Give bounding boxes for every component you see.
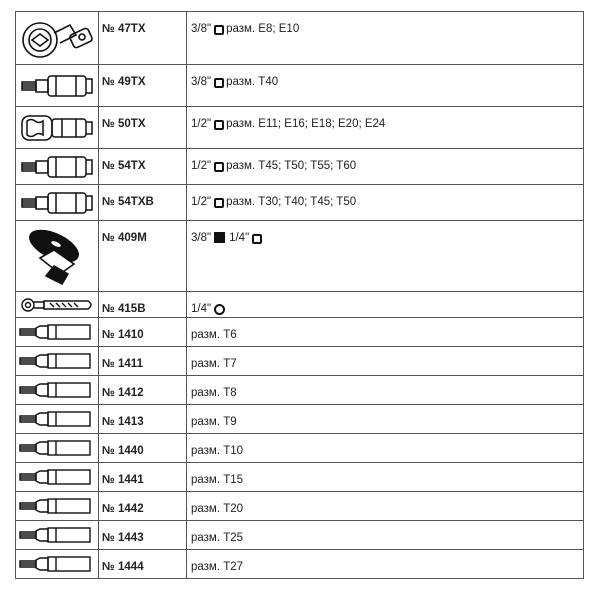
drive-size: 1/4" (191, 303, 212, 315)
size-range: разм. T9 (191, 416, 237, 428)
size-range: разм. E8; E10 (226, 23, 300, 35)
specification-cell (187, 107, 584, 149)
article-number: № 47TX (102, 23, 146, 35)
size-range: разм. T8 (191, 387, 237, 399)
specification (191, 376, 583, 400)
table-row (16, 492, 584, 521)
specification (191, 185, 583, 209)
specification (191, 405, 583, 429)
size-range: разм. T45; T50; T55; T60 (226, 160, 357, 172)
table-row (16, 347, 584, 376)
ratchet-icon (16, 292, 98, 317)
tool-image-cell (16, 492, 99, 521)
size-range: разм. T40 (226, 76, 279, 88)
tool-image-cell (16, 405, 99, 434)
size-range: разм. T10 (191, 445, 244, 457)
article-number-cell (99, 107, 187, 149)
size-range: разм. T20 (191, 503, 244, 515)
article-number-cell (99, 405, 187, 434)
specification (191, 550, 583, 574)
specification-cell (187, 347, 584, 376)
round-drive-icon (214, 304, 225, 315)
article-number: № 409M (102, 232, 147, 244)
torx-bit-icon (16, 347, 98, 375)
article-number: № 1413 (102, 416, 144, 428)
article-number-cell (99, 221, 187, 292)
square-drive-icon (214, 25, 224, 35)
tool-image-cell (16, 12, 99, 65)
article-number-cell (99, 434, 187, 463)
tool-image-cell (16, 318, 99, 347)
article-number: № 1443 (102, 532, 144, 544)
article-number: № 50TX (102, 118, 146, 130)
torx-bit-socket-icon (16, 149, 98, 184)
torx-bit-icon (16, 405, 98, 433)
specification (191, 434, 583, 458)
article-number-cell (99, 347, 187, 376)
torx-bit-icon (16, 492, 98, 520)
table-row (16, 221, 584, 292)
specification (191, 318, 583, 342)
external-torx-socket-icon (16, 107, 98, 148)
article-number-cell (99, 65, 187, 107)
size-range: разм. T6 (191, 329, 237, 341)
drive-size: 1/2" (191, 118, 212, 130)
table-row (16, 550, 584, 579)
torx-bit-socket-icon (16, 65, 98, 106)
table-row (16, 12, 584, 65)
article-number-cell (99, 292, 187, 318)
article-number: № 1444 (102, 561, 144, 573)
specification-cell (187, 550, 584, 579)
size-range: разм. T30; T40; T45; T50 (226, 196, 357, 208)
size-range: разм. T7 (191, 358, 237, 370)
tool-image-cell (16, 149, 99, 185)
table-row (16, 463, 584, 492)
specification-cell (187, 292, 584, 318)
article-number: № 415B (102, 303, 146, 315)
article-number-cell (99, 550, 187, 579)
specification-cell (187, 376, 584, 405)
article-number: № 1410 (102, 329, 144, 341)
table-row (16, 405, 584, 434)
specification (191, 221, 583, 245)
tool-image-cell (16, 521, 99, 550)
tool-image-cell (16, 221, 99, 292)
adapter-icon (16, 221, 98, 291)
article-number-cell (99, 318, 187, 347)
specification-cell (187, 149, 584, 185)
specification-cell (187, 12, 584, 65)
specification-cell (187, 463, 584, 492)
square-drive-icon (214, 198, 224, 208)
tool-image-cell (16, 550, 99, 579)
article-number: № 54TXB (102, 196, 154, 208)
specification-cell (187, 185, 584, 221)
article-number: № 1440 (102, 445, 144, 457)
square-drive-icon (214, 78, 224, 88)
article-number: № 1441 (102, 474, 144, 486)
table-row (16, 318, 584, 347)
size-range: разм. T25 (191, 532, 244, 544)
table-row (16, 434, 584, 463)
article-number-cell (99, 149, 187, 185)
specification (191, 292, 583, 316)
specification (191, 463, 583, 487)
specification-cell (187, 405, 584, 434)
tool-image-cell (16, 376, 99, 405)
tool-image-cell (16, 347, 99, 376)
specification-cell (187, 65, 584, 107)
square-drive-icon (214, 120, 224, 130)
size-range: разм. T15 (191, 474, 244, 486)
swivel-socket-icon (16, 12, 98, 64)
tool-image-cell (16, 107, 99, 149)
tool-image-cell (16, 292, 99, 318)
article-number: № 1442 (102, 503, 144, 515)
filled-square-drive-icon (214, 232, 225, 243)
article-number-cell (99, 12, 187, 65)
specification (191, 347, 583, 371)
article-number-cell (99, 492, 187, 521)
table-row (16, 185, 584, 221)
tool-image-cell (16, 463, 99, 492)
torx-bit-icon (16, 376, 98, 404)
size-range: разм. E11; E16; E18; E20; E24 (226, 118, 386, 130)
output-drive-size: 1/4" (229, 232, 250, 244)
torx-bit-socket-icon (16, 185, 98, 220)
specification-cell (187, 318, 584, 347)
specification-cell (187, 434, 584, 463)
table-row (16, 149, 584, 185)
drive-size: 3/8" (191, 23, 212, 35)
table-row (16, 521, 584, 550)
drive-size: 1/2" (191, 196, 212, 208)
article-number-cell (99, 376, 187, 405)
tool-catalog-table (15, 11, 584, 579)
table-row (16, 376, 584, 405)
specification (191, 107, 583, 131)
square-drive-icon (214, 162, 224, 172)
table-row (16, 292, 584, 318)
specification-cell (187, 221, 584, 292)
specification (191, 12, 583, 36)
torx-bit-icon (16, 434, 98, 462)
article-number: № 54TX (102, 160, 146, 172)
tool-image-cell (16, 65, 99, 107)
tool-image-cell (16, 434, 99, 463)
torx-bit-icon (16, 521, 98, 549)
article-number-cell (99, 463, 187, 492)
article-number: № 49TX (102, 76, 146, 88)
specification (191, 149, 583, 173)
tool-image-cell (16, 185, 99, 221)
table-row (16, 107, 584, 149)
drive-size: 1/2" (191, 160, 212, 172)
article-number-cell (99, 185, 187, 221)
specification (191, 492, 583, 516)
drive-size: 3/8" (191, 232, 212, 244)
size-range: разм. T27 (191, 561, 244, 573)
article-number: № 1412 (102, 387, 144, 399)
specification (191, 65, 583, 89)
specification-cell (187, 492, 584, 521)
output-square-drive-icon (252, 234, 262, 244)
article-number: № 1411 (102, 358, 143, 370)
drive-size: 3/8" (191, 76, 212, 88)
torx-bit-icon (16, 463, 98, 491)
torx-bit-icon (16, 318, 98, 346)
torx-bit-icon (16, 550, 98, 578)
tool-catalog-body (16, 12, 584, 579)
table-row (16, 65, 584, 107)
specification-cell (187, 521, 584, 550)
specification (191, 521, 583, 545)
article-number-cell (99, 521, 187, 550)
